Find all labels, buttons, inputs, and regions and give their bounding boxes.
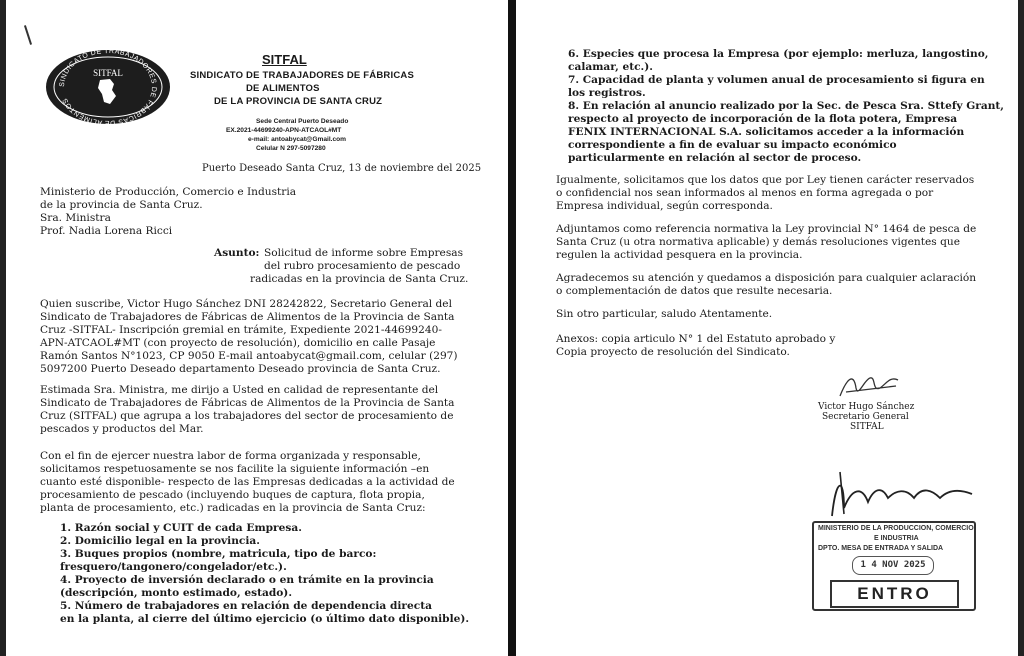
thanks-line: Agradecemos su atención y quedamos a disposición para cualquier aclaración	[556, 272, 977, 284]
org-phone: Celular N 297-5097280	[256, 145, 326, 152]
signatory-org: SITFAL	[850, 422, 884, 432]
stamp-date: 1 4 NOV 2025	[852, 556, 934, 575]
scan-edge	[0, 0, 6, 656]
reference-line: regulen la actividad pesquera en la provincia.	[556, 249, 803, 261]
org-expediente: EX.2021-44699240-APN-ATCAOL#MT	[226, 127, 342, 134]
receipt-signature-mark	[822, 468, 982, 524]
request-line: Con el fin de ejercer nuestra labor de forma organizada y responsable,	[40, 450, 421, 462]
org-acronym: SITFAL	[262, 52, 307, 67]
reference-line: Santa Cruz (u otra normativa aplicable) y demás resoluciones vigentes que	[556, 236, 960, 248]
list-item: en la planta, al cierre del último ejercicio (o último dato disponible).	[60, 613, 470, 625]
org-name-line2: DE ALIMENTOS	[246, 83, 320, 94]
request-line: planta de procesamiento, etc.) radicadas en la provincia de Santa Cruz:	[40, 502, 426, 514]
union-seal-logo	[44, 48, 172, 126]
request-line: solicitamos respetuosamente se nos facilite la siguiente información –en	[40, 463, 430, 475]
signature-mark	[836, 370, 906, 402]
stamp-entro: ENTRO	[830, 580, 959, 608]
subject-line: radicadas en la provincia de Santa Cruz.	[250, 273, 469, 285]
page-divider	[508, 0, 516, 656]
stamp-line: DPTO. MESA DE ENTRADA Y SALIDA	[818, 545, 944, 552]
org-email: e-mail: antoabycat@Gmail.com	[248, 136, 347, 143]
list-item: fresquero/tangonero/congelador/etc.).	[60, 561, 287, 573]
org-sede: Sede Central Puerto Deseado	[256, 118, 349, 125]
reception-stamp	[812, 521, 976, 611]
stamp-line: MINISTERIO DE LA PRODUCCION, COMERCIO	[818, 525, 974, 532]
list-item: 2. Domicilio legal en la provincia.	[60, 535, 260, 547]
list-item: los registros.	[568, 87, 646, 99]
subject-line: Solicitud de informe sobre Empresas	[264, 247, 464, 259]
org-name-line1: SINDICATO DE TRABAJADORES DE FÁBRICAS	[190, 70, 414, 81]
closing-line: Sin otro particular, saludo Atentamente.	[556, 308, 773, 320]
intro-line: Ramón Santos N°1023, CP 9050 E-mail antoabycat@gmail.com, celular (297)	[40, 350, 458, 362]
letter-page-1	[0, 0, 508, 656]
list-item: FENIX INTERNACIONAL S.A. solicitamos acceder a la información	[568, 126, 965, 138]
request-line: procesamiento de pescado (incluyendo buques de captura, flota propia,	[40, 489, 425, 501]
list-item: 5. Número de trabajadores en relación de dependencia directa	[60, 600, 432, 612]
date-line: Puerto Deseado Santa Cruz, 13 de noviembre del 2025	[202, 163, 482, 174]
list-item: particularmente en relación al sector de proceso.	[568, 152, 862, 164]
seal-name: SITFAL	[93, 68, 123, 78]
confidential-line: Igualmente, solicitamos que los datos que por Ley tienen carácter reservados	[556, 174, 975, 186]
list-item: (descripción, monto estimado, estado).	[60, 587, 293, 599]
scan-edge	[1018, 0, 1024, 656]
subject-label: Asunto:	[214, 247, 260, 259]
list-item: 6. Especies que procesa la Empresa (por ejemplo: merluza, langostino,	[568, 48, 989, 60]
intro-line: 5097200 Puerto Deseado departamento Deseado provincia de Santa Cruz.	[40, 363, 441, 375]
intro-line: Sindicato de Trabajadores de Fábricas de Alimentos de la Provincia de Santa	[40, 311, 455, 323]
list-item: respecto al proyecto de incorporación de la flota potera, Empresa	[568, 113, 958, 125]
annex-line: Copia proyecto de resolución del Sindicato.	[556, 346, 790, 358]
signatory-title: Secretario General	[822, 412, 909, 422]
intro-line: Quien suscribe, Victor Hugo Sánchez DNI 28242822, Secretario General del	[40, 298, 452, 310]
intro-line: APN-ATCAOL#MT (con proyecto de resolución), domicilio en calle Pasaje	[40, 337, 436, 349]
recipient-line: de la provincia de Santa Cruz.	[40, 199, 203, 211]
seal-ring-text: SINDICATO DE TRABAJADORES DE FÁBRICAS DE ALIMENTOS	[58, 48, 158, 126]
signatory-name: Victor Hugo Sánchez	[818, 402, 915, 412]
recipient-line: Sra. Ministra	[40, 212, 111, 224]
list-item: 1. Razón social y CUIT de cada Empresa.	[60, 522, 302, 534]
list-item: 4. Proyecto de inversión declarado o en trámite en la provincia	[60, 574, 434, 586]
letter-page-2	[516, 0, 1024, 656]
confidential-line: Empresa individual, según corresponda.	[556, 200, 773, 212]
reference-line: Adjuntamos como referencia normativa la Ley provincial N° 1464 de pesca de	[556, 223, 977, 235]
org-name-line3: DE LA PROVINCIA DE SANTA CRUZ	[214, 96, 383, 107]
pen-mark	[24, 25, 32, 45]
request-line: cuanto esté disponible- respecto de las Empresas dedicadas a la actividad de	[40, 476, 455, 488]
list-item: 8. En relación al anuncio realizado por la Sec. de Pesca Sra. Sttefy Grant,	[568, 100, 1004, 112]
list-item: correspondiente a fin de evaluar su impacto económico	[568, 139, 897, 151]
stamp-line: E INDUSTRIA	[874, 535, 919, 542]
greeting-line: pescados y productos del Mar.	[40, 423, 204, 435]
thanks-line: o complementación de datos que resulte necesaria.	[556, 285, 833, 297]
list-item: 7. Capacidad de planta y volumen anual de procesamiento si figura en	[568, 74, 985, 86]
list-item: calamar, etc.).	[568, 61, 653, 73]
list-item: 3. Buques propios (nombre, matricula, tipo de barco:	[60, 548, 377, 560]
greeting-line: Sindicato de Trabajadores de Fábricas de Alimentos de la Provincia de Santa	[40, 397, 455, 409]
annex-line: Anexos: copia articulo N° 1 del Estatuto aprobado y	[556, 333, 836, 345]
confidential-line: o confidencial nos sean informados al menos en forma agregada o por	[556, 187, 934, 199]
greeting-line: Estimada Sra. Ministra, me dirijo a Usted en calidad de representante del	[40, 384, 439, 396]
recipient-line: Ministerio de Producción, Comercio e Industria	[40, 186, 297, 198]
subject-line: del rubro procesamiento de pescado	[264, 260, 461, 272]
recipient-line: Prof. Nadia Lorena Ricci	[40, 225, 173, 237]
greeting-line: Cruz (SITFAL) que agrupa a los trabajadores del sector de procesamiento de	[40, 410, 454, 422]
intro-line: Cruz -SITFAL- Inscripción gremial en trámite, Expediente 2021-44699240-	[40, 324, 442, 336]
